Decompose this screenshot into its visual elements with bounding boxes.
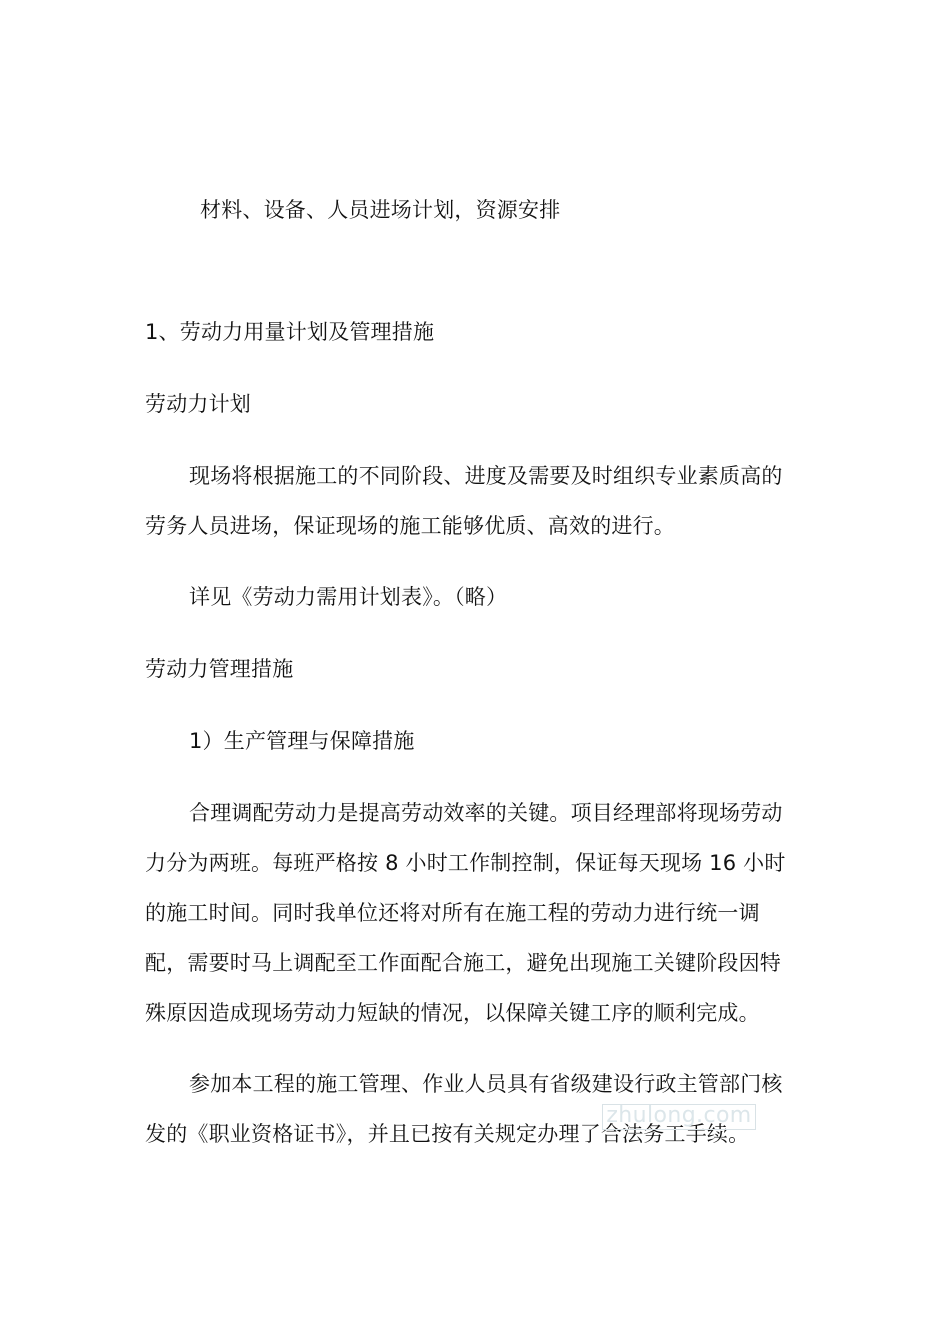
paragraph-1-line-3: 的施工时间。同时我单位还将对所有在施工程的劳动力进行统一调 — [145, 901, 760, 925]
plan-paragraph-line-2: 劳务人员进场，保证现场的施工能够优质、高效的进行。 — [145, 514, 675, 538]
plan-subheading: 劳动力计划 — [145, 392, 251, 416]
paragraph-1-line-4: 配，需要时马上调配至工作面配合施工，避免出现施工关键阶段因特 — [145, 951, 781, 975]
paragraph-1-line-1: 合理调配劳动力是提高劳动效率的关键。项目经理部将现场劳动 — [189, 801, 783, 825]
detail-reference-line: 详见《劳动力需用计划表》。（略） — [189, 585, 508, 609]
plan-paragraph-line-1: 现场将根据施工的不同阶段、进度及需要及时组织专业素质高的 — [189, 464, 783, 488]
paragraph-2-line-2: 发的《职业资格证书》，并且已按有关规定办理了合法务工手续。 — [145, 1122, 750, 1146]
paragraph-1-line-2: 力分为两班。每班严格按 8 小时工作制控制，保证每天现场 16 小时 — [145, 851, 786, 875]
item-heading: 1）生产管理与保障措施 — [189, 729, 415, 753]
document-title: 材料、设备、人员进场计划，资源安排 — [200, 198, 561, 222]
section-heading: 1、劳动力用量计划及管理措施 — [145, 320, 435, 344]
paragraph-1-line-5: 殊原因造成现场劳动力短缺的情况，以保障关键工序的顺利完成。 — [145, 1001, 760, 1025]
measures-subheading: 劳动力管理措施 — [145, 657, 294, 681]
watermark-logo: zhulong.com — [602, 1104, 756, 1130]
paragraph-2-line-1: 参加本工程的施工管理、作业人员具有省级建设行政主管部门核 — [189, 1072, 783, 1096]
